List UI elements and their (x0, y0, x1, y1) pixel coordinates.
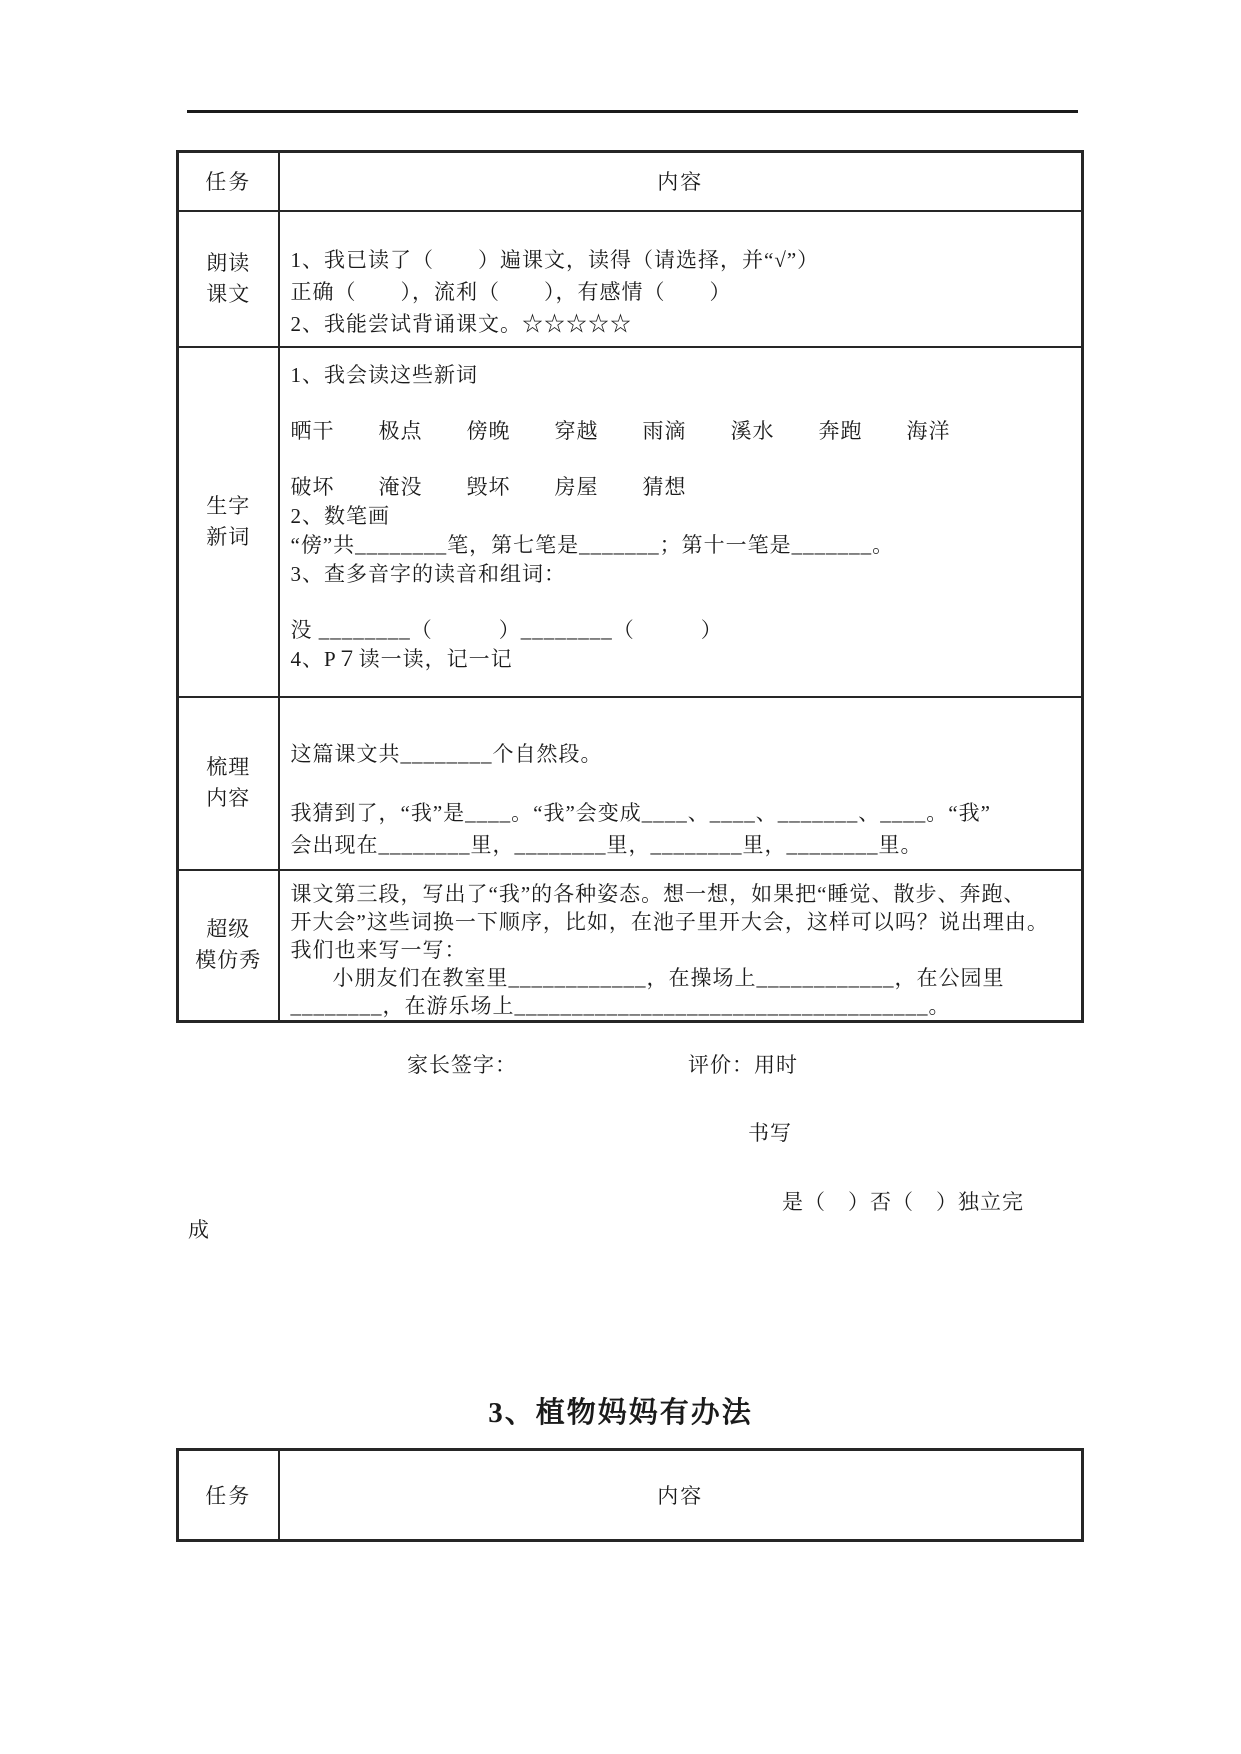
independent-complete-label: 是（ ）否（ ）独立完 (782, 1190, 1024, 1214)
row-content-organize (279, 697, 1083, 870)
table-row-organize-content (178, 697, 1083, 870)
table-row-new-words (178, 347, 1083, 697)
parent-signature-label: 家长签字： (407, 1053, 517, 1077)
lesson3-title: 3、植物妈妈有办法 (488, 1397, 753, 1429)
content-line: 3、查多音字的读音和组词： (290, 561, 566, 586)
lesson-task-table (176, 150, 1084, 1023)
content-line: 1、我已读了（ ）遍课文，读得（请选择，并“√”） (290, 247, 820, 272)
row-label-line: 超级 (206, 917, 251, 941)
lesson3-task-table (176, 1448, 1084, 1542)
row-label-line: 朗读 (206, 250, 251, 275)
content-line: 破坏 淹没 毁坏 房屋 猜想 (290, 474, 687, 499)
table-row-reading (178, 211, 1083, 347)
row-label-line: 生字 (206, 493, 251, 518)
content-line: 我猜到了，“我”是____。“我”会变成____、____、_______、____。“我” (290, 800, 991, 825)
column-header-content: 内容 (279, 1450, 1083, 1541)
content-line: 4、P７读一读，记一记 (290, 646, 513, 671)
evaluation-time-label: 评价：用时 (688, 1053, 798, 1077)
content-line: 课文第三段，写出了“我”的各种姿态。想一想，如果把“睡觉、散步、奔跑、 (290, 881, 1026, 906)
row-label-reading (178, 211, 279, 347)
row-label-line: 内容 (206, 786, 251, 810)
column-header-task: 任务 (178, 152, 279, 211)
content-line: 正确（ ），流利（ ），有感情（ ） (290, 279, 732, 304)
row-content-imitate (279, 870, 1083, 1022)
row-label-line: 课文 (206, 281, 251, 306)
header-rule (187, 110, 1078, 113)
column-header-content: 内容 (279, 152, 1083, 211)
content-line: 没 ________（ ）________（ ） (290, 617, 723, 642)
row-label-organize (178, 697, 279, 870)
independent-complete-wrap: 成 (188, 1218, 210, 1242)
table-header-row (178, 1450, 1083, 1541)
content-line: 会出现在________里，________里，________里，________里。 (290, 832, 923, 857)
content-line: ________，在游乐场上____________________________________。 (290, 993, 951, 1018)
content-line: 我们也来写一写： (290, 937, 467, 962)
content-line: 晒干 极点 傍晚 穿越 雨滴 溪水 奔跑 海洋 (290, 418, 951, 443)
content-line: “傍”共________笔，第七笔是_______；第十一笔是_______。 (290, 532, 895, 557)
table-row-imitate (178, 870, 1083, 1022)
table-header-row (178, 152, 1083, 211)
content-line: 小朋友们在教室里____________，在操场上____________，在公园里 (332, 965, 1005, 990)
row-content-new-words (279, 347, 1083, 697)
row-content-reading (279, 211, 1083, 347)
row-label-line: 模仿秀 (195, 948, 262, 972)
handwriting-label: 书写 (748, 1121, 792, 1145)
content-line: 这篇课文共________个自然段。 (290, 741, 603, 766)
column-header-task: 任务 (178, 1450, 279, 1541)
content-line: 开大会”这些词换一下顺序，比如，在池子里开大会，这样可以吗？说出理由。 (290, 909, 1049, 934)
row-label-line: 梳理 (206, 755, 251, 779)
row-label-line: 新词 (206, 524, 251, 549)
content-line: 2、数笔画 (290, 503, 390, 528)
row-label-imitate (178, 870, 279, 1022)
content-line: 1、我会读这些新词 (290, 362, 478, 387)
row-label-new-words (178, 347, 279, 697)
content-line: 2、我能尝试背诵课文。☆☆☆☆☆ (290, 311, 632, 336)
